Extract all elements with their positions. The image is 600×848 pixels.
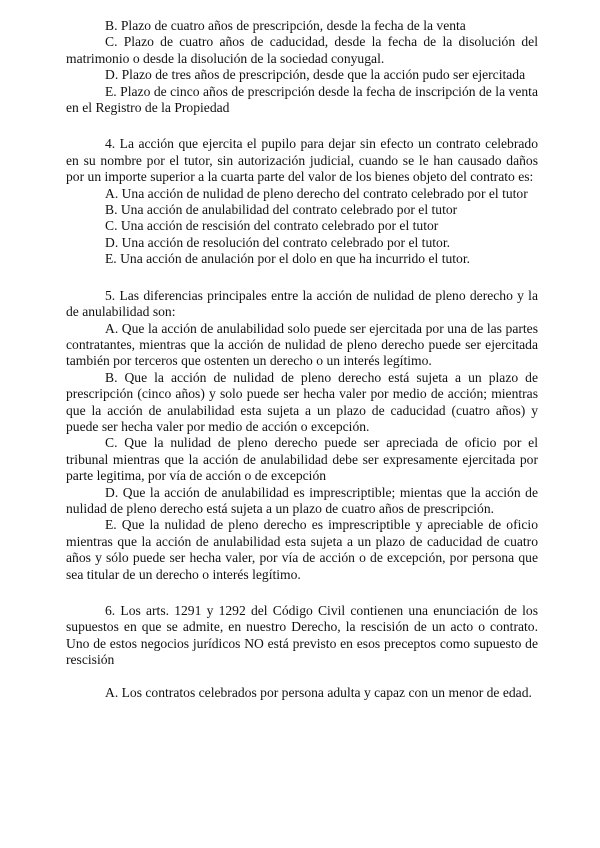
q3-option-d: D. Plazo de tres años de prescripción, desde que la acción pudo ser ejercitada: [105, 67, 526, 83]
spacer: [66, 116, 538, 136]
q5-option-a: A. Que la acción de anulabilidad solo puede ser ejercitada por una de las partes contratantes, mientras que la acción de nulidad de pleno derecho puede ser ejercitada también por terceros que ostenten un derecho o un interés legítimo.: [66, 320, 538, 369]
q5-stem: 5. Las diferencias principales entre la acción de nulidad de pleno derecho y la de anulabilidad son:: [66, 287, 538, 320]
q4-option-b: B. Una acción de anulabilidad del contrato celebrado por el tutor: [105, 202, 458, 218]
q3-option-b: B. Plazo de cuatro años de prescripción, desde la fecha de la venta: [105, 18, 466, 33]
q4-stem: 4. La acción que ejercita el pupilo para dejar sin efecto un contrato celebrado en su nombre por el tutor, sin autorización judicial, cuando se le han causado daños por un importe superior a la cuarta parte del valor de los bienes objeto del contrato es:: [66, 136, 538, 185]
q5-option-b: B. Que la acción de nulidad de pleno derecho está sujeta a un plazo de prescripción (cinco años) y solo puede ser hecha valer por medio de acción; mientras que la acción de anulabilidad esta sujeta a un plazo de caducidad (cuatro años) y puede ser hecha valer por medio de acción o excepción.: [66, 369, 538, 434]
q5-option-e: E. Que la nulidad de pleno derecho es imprescriptible y apreciable de oficio mientras que la acción de anulabilidad esta sujeta a un plazo de caducidad de cuatro años y sólo puede ser hecha valer, por vía de acción o de excepción, por persona que sea titular de un derecho o interés legítimo.: [66, 517, 538, 582]
q4-option-d: D. Una acción de resolución del contrato celebrado por el tutor.: [105, 234, 451, 250]
q3-option-e: E. Plazo de cinco años de prescripción desde la fecha de inscripción de la venta en el Registro de la Propiedad: [66, 83, 538, 116]
q3-option-c: C. Plazo de cuatro años de caducidad, desde la fecha de la disolución del matrimonio o desde la disolución de la sociedad conyugal.: [66, 34, 538, 66]
q5-option-c: C. Que la nulidad de pleno derecho puede ser apreciada de oficio por el tribunal mientras que la acción de anulabilidad debe ser expresamente ejercitada por parte legitima, por vía de acción o de excepción: [66, 435, 538, 484]
q4-option-e: E. Una acción de anulación por el dolo en que ha incurrido el tutor.: [105, 251, 471, 267]
q5-option-d: D. Que la acción de anulabilidad es imprescriptible; mientas que la acción de nulidad de pleno derecho está sujeta a un plazo de cuatro años de prescripción.: [66, 484, 538, 516]
document-body: [66, 18, 538, 701]
spacer: [66, 268, 538, 288]
spacer: [66, 669, 538, 685]
q6-option-a: A. Los contratos celebrados por persona adulta y capaz con un menor de edad.: [105, 684, 532, 700]
spacer: [66, 583, 538, 603]
q4-option-a: A. Una acción de nulidad de pleno derecho del contrato celebrado por el tutor: [105, 185, 528, 201]
q6-stem: 6. Los arts. 1291 y 1292 del Código Civil contienen una enunciación de los supuestos en que se admite, en nuestro Derecho, la rescisión de un acto o contrato. Uno de estos negocios jurídicos NO está previsto en esos preceptos como supuesto de rescisión: [66, 603, 538, 668]
q4-option-c: C. Una acción de rescisión del contrato celebrado por el tutor: [105, 218, 439, 234]
